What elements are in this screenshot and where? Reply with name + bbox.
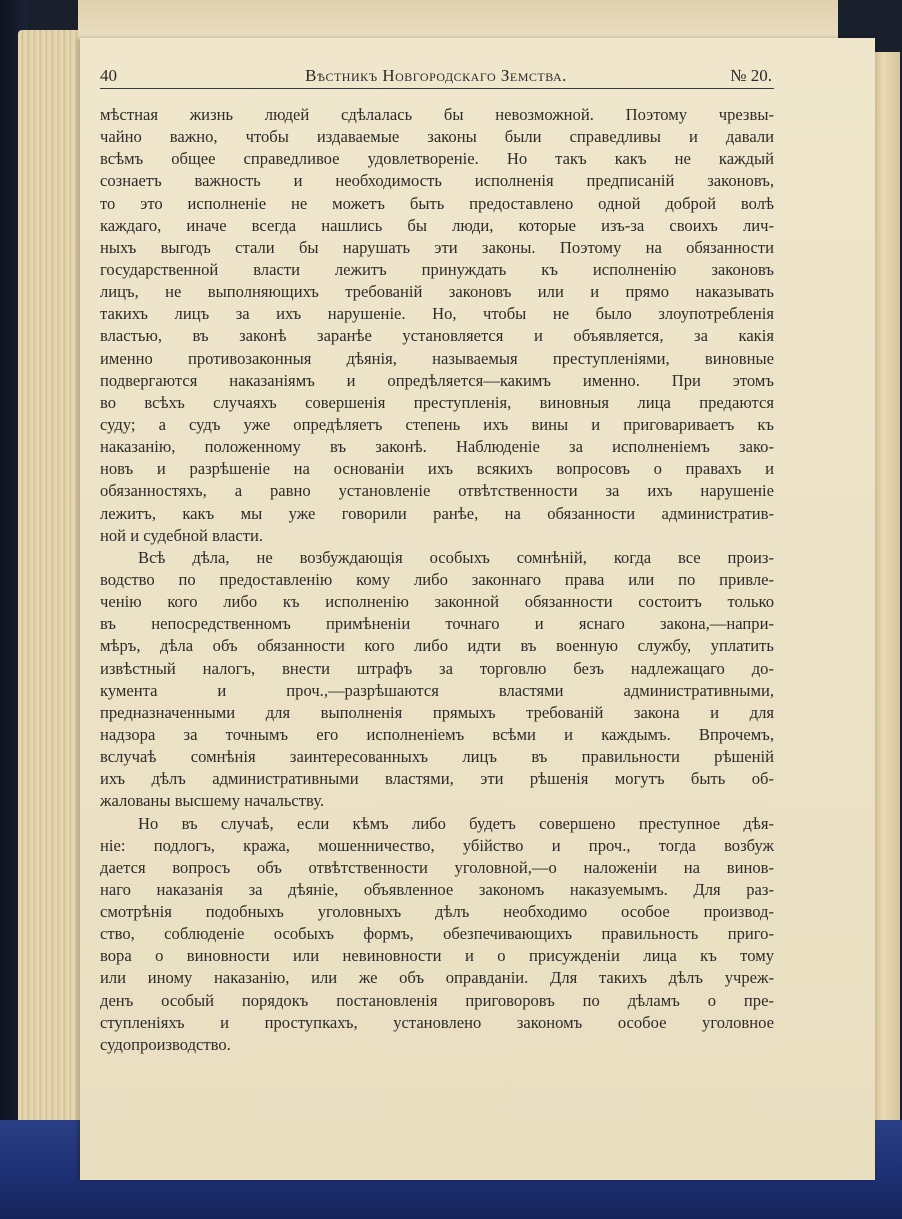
text-line: наго наказанія за дѣяніе, объявленное закономъ наказуемымъ. Для раз-	[100, 879, 774, 899]
header-rule	[100, 88, 774, 89]
text-line: предназначенными для выполненія прямыхъ требованій закона и для	[100, 702, 774, 722]
text-line: то это исполненіе не можетъ быть предоставлено одной доброй волѣ	[100, 193, 774, 213]
page-number: 40	[100, 66, 117, 85]
issue-number: № 20.	[730, 66, 772, 85]
text-line: дается вопросъ объ отвѣтственности уголовной,—о наложеніи на винов-	[100, 857, 774, 877]
page-stack-edge	[18, 30, 88, 1180]
text-line: водство по предоставленію кому либо законнаго права или по привле-	[100, 569, 774, 589]
text-line: ной и судебной власти.	[100, 525, 263, 545]
text-line: ныхъ выгодъ стали бы нарушать эти законы. Поэтому на обязанности	[100, 237, 774, 257]
text-line: сознаетъ важность и необходимость исполненія предписаній законовъ,	[100, 171, 774, 191]
text-line: во всѣхъ случаяхъ совершенія преступленія, виновныя лица предаются	[100, 392, 774, 412]
text-line: властью, въ законѣ заранѣе установляется и объявляется, за какія	[100, 326, 774, 346]
text-line: ніе: подлогъ, кража, мошенничество, убійство и проч., тогда возбуж	[100, 835, 774, 855]
text-line: мѣръ, дѣла объ обязанности кого либо идти въ военную службу, уплатить	[100, 636, 774, 656]
text-line: именно противозаконныя дѣянія, называемыя преступленіями, виновные	[100, 348, 774, 368]
text-line: лицъ, не выполняющихъ требованій законовъ или и прямо наказывать	[100, 282, 774, 302]
text-line: вора о виновности или невиновности и о присужденіи лица къ тому	[100, 946, 774, 966]
text-line: новъ и разрѣшеніе на основаніи ихъ всякихъ вопросовъ о правахъ и	[100, 459, 774, 479]
text-line: извѣстный налогъ, внести штрафъ за торговлю безъ надлежащаго до-	[100, 658, 774, 678]
text-line: государственной власти лежитъ принуждать къ исполненію законовъ	[100, 259, 774, 279]
text-line: судопроизводство.	[100, 1034, 231, 1054]
text-line: ство, соблюденіе особыхъ формъ, обезпечивающихъ правильность приго-	[100, 924, 774, 944]
text-line: денъ особый порядокъ постановленія приговоровъ по дѣламъ о пре-	[100, 990, 774, 1010]
text-line: жалованы высшему начальству.	[100, 791, 325, 811]
text-line: въ непосредственномъ примѣненіи точнаго и яснаго закона,—напри-	[100, 614, 774, 634]
text-line: ченію кого либо къ исполненію законной обязанности состоитъ только	[100, 592, 774, 612]
body-text	[100, 104, 774, 1056]
journal-title: Вѣстникъ Новгородскаго Земства.	[305, 66, 567, 85]
text-line: мѣстная жизнь людей сдѣлалась бы невозможной. Поэтому чрезвы-	[100, 105, 774, 124]
text-line: кумента и проч.,—разрѣшаются властями административными,	[100, 680, 774, 700]
text-line: вслучаѣ сомнѣнія заинтересованныхъ лицъ въ правильности рѣшеній	[100, 747, 774, 767]
text-line: Всѣ дѣла, не возбуждающія особыхъ сомнѣній, когда все произ-	[138, 547, 774, 567]
text-line: или иному наказанію, или же объ оправданіи. Для такихъ дѣлъ учреж-	[100, 968, 774, 988]
text-line: суду; а судъ уже опредѣляетъ степень ихъ вины и приговариваетъ къ	[100, 414, 774, 434]
text-line: ихъ дѣлъ административными властями, эти рѣшенія могутъ быть об-	[100, 769, 774, 789]
text-line: Но въ случаѣ, если кѣмъ либо будетъ совершено преступное дѣя-	[138, 813, 774, 833]
text-line: всѣмъ общее справедливое удовлетвореніе. Но такъ какъ не каждый	[100, 149, 774, 169]
text-line: надзора за точнымъ его исполненіемъ всѣми и каждымъ. Впрочемъ,	[100, 724, 774, 744]
page-right-edge	[872, 52, 900, 1182]
text-line: лежитъ, какъ мы уже говорили ранѣе, на обязанности административ-	[100, 503, 774, 523]
text-line: обязанностяхъ, а равно установленіе отвѣтственности за ихъ нарушеніе	[100, 481, 774, 501]
text-line: ступленіяхъ и проступкахъ, установлено закономъ особое уголовное	[100, 1012, 774, 1032]
text-line: каждаго, иначе всегда нашлись бы люди, которые изъ-за своихъ лич-	[100, 215, 774, 235]
folded-page-top	[78, 0, 838, 40]
text-line: такихъ лицъ за ихъ нарушеніе. Но, чтобы не было злоупотребленія	[100, 304, 774, 324]
text-line: чайно важно, чтобы издаваемые законы были справедливы и давали	[100, 127, 774, 147]
text-line: наказанію, положенному въ законѣ. Наблюденіе за исполненіемъ зако-	[100, 437, 774, 457]
text-line: подвергаются наказаніямъ и опредѣляется—какимъ именно. При этомъ	[100, 370, 774, 390]
text-line: смотрѣнія подобныхъ уголовныхъ дѣлъ необходимо особое производ-	[100, 902, 774, 922]
